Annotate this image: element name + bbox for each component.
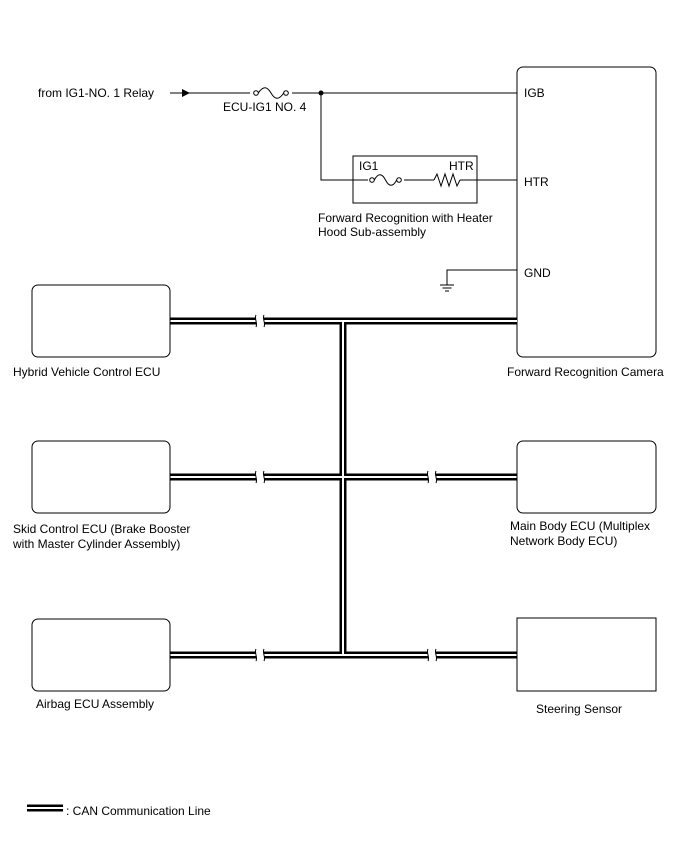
camera-box [517,67,656,357]
can-bus [170,321,517,655]
airbag-ecu-label: Airbag ECU Assembly [36,697,155,711]
heater-fuse-icon [368,175,404,186]
heater-feed-wire [321,93,353,180]
resistor-icon [434,173,460,187]
skid-ecu-box [32,441,170,513]
steering-sensor-label: Steering Sensor [536,702,623,716]
heater-pin-htr: HTR [449,159,474,173]
main-body-ecu-label-line2: Network Body ECU) [510,534,618,548]
camera-pin-gnd: GND [524,266,551,280]
camera-label: Forward Recognition Camera [507,365,664,379]
heater-pin-ig1: IG1 [359,159,379,173]
heater-caption-line1: Forward Recognition with Heater [318,211,493,225]
steering-sensor-box [517,618,656,691]
main-body-ecu-label-line1: Main Body ECU (Multiplex [510,519,651,533]
ground-wire [447,270,517,285]
input-arrow-icon [182,89,190,97]
ground-icon [440,285,454,291]
camera-pin-htr: HTR [524,175,549,189]
fuse-icon [250,88,292,99]
main-body-ecu-box [517,441,656,513]
legend-label: : CAN Communication Line [66,804,211,818]
hybrid-ecu-box [32,285,170,357]
source-label: from IG1-NO. 1 Relay [38,86,155,100]
heater-caption-line2: Hood Sub-assembly [318,225,427,239]
airbag-ecu-box [32,619,170,691]
fuse-label: ECU-IG1 NO. 4 [223,100,307,114]
skid-ecu-label-line2: with Master Cylinder Assembly) [13,537,181,551]
camera-pin-igb: IGB [524,86,545,100]
skid-ecu-label-line1: Skid Control ECU (Brake Booster [13,522,191,536]
hybrid-ecu-label: Hybrid Vehicle Control ECU [13,365,161,379]
